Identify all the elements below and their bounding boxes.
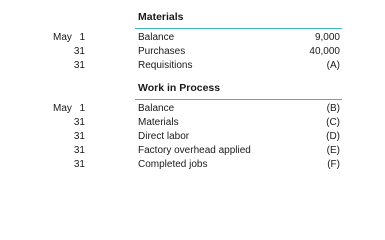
entry-description: Direct labor	[138, 131, 190, 142]
entry-amount: (A)	[326, 60, 340, 71]
account-title: Materials	[138, 11, 184, 23]
entry-day: 1	[79, 103, 85, 114]
ledger-row	[0, 59, 385, 73]
account-rule	[135, 99, 342, 100]
entry-day: 31	[73, 60, 85, 71]
entry-amount: (B)	[326, 103, 340, 114]
entry-description: Completed jobs	[138, 159, 208, 170]
ledger-row	[0, 144, 385, 158]
account-rule	[135, 28, 342, 29]
ledger-row	[0, 102, 385, 116]
entry-day: 31	[73, 131, 85, 142]
entry-description: Balance	[138, 32, 175, 43]
entry-month: May	[53, 103, 72, 114]
entry-description: Balance	[138, 103, 175, 114]
entry-amount: 40,000	[309, 46, 340, 57]
entry-description: Purchases	[138, 46, 186, 57]
ledger-row	[0, 158, 385, 172]
account-title: Work in Process	[138, 82, 221, 94]
entry-amount: (C)	[326, 117, 340, 128]
entry-amount: (F)	[327, 159, 340, 170]
entry-amount: (E)	[326, 145, 340, 156]
entry-description: Materials	[138, 117, 179, 128]
entry-day: 31	[73, 117, 85, 128]
ledger-row	[0, 116, 385, 130]
ledger-row	[0, 31, 385, 45]
entry-day: 31	[73, 159, 85, 170]
entry-month: May	[53, 32, 72, 43]
entry-day: 31	[73, 46, 85, 57]
entry-description: Factory overhead applied	[138, 145, 251, 156]
entry-day: 1	[79, 32, 85, 43]
entry-amount: (D)	[326, 131, 340, 142]
ledger-row	[0, 130, 385, 144]
ledger-row	[0, 45, 385, 59]
entry-day: 31	[73, 145, 85, 156]
entry-description: Requisitions	[138, 60, 193, 71]
entry-amount: 9,000	[314, 32, 340, 43]
